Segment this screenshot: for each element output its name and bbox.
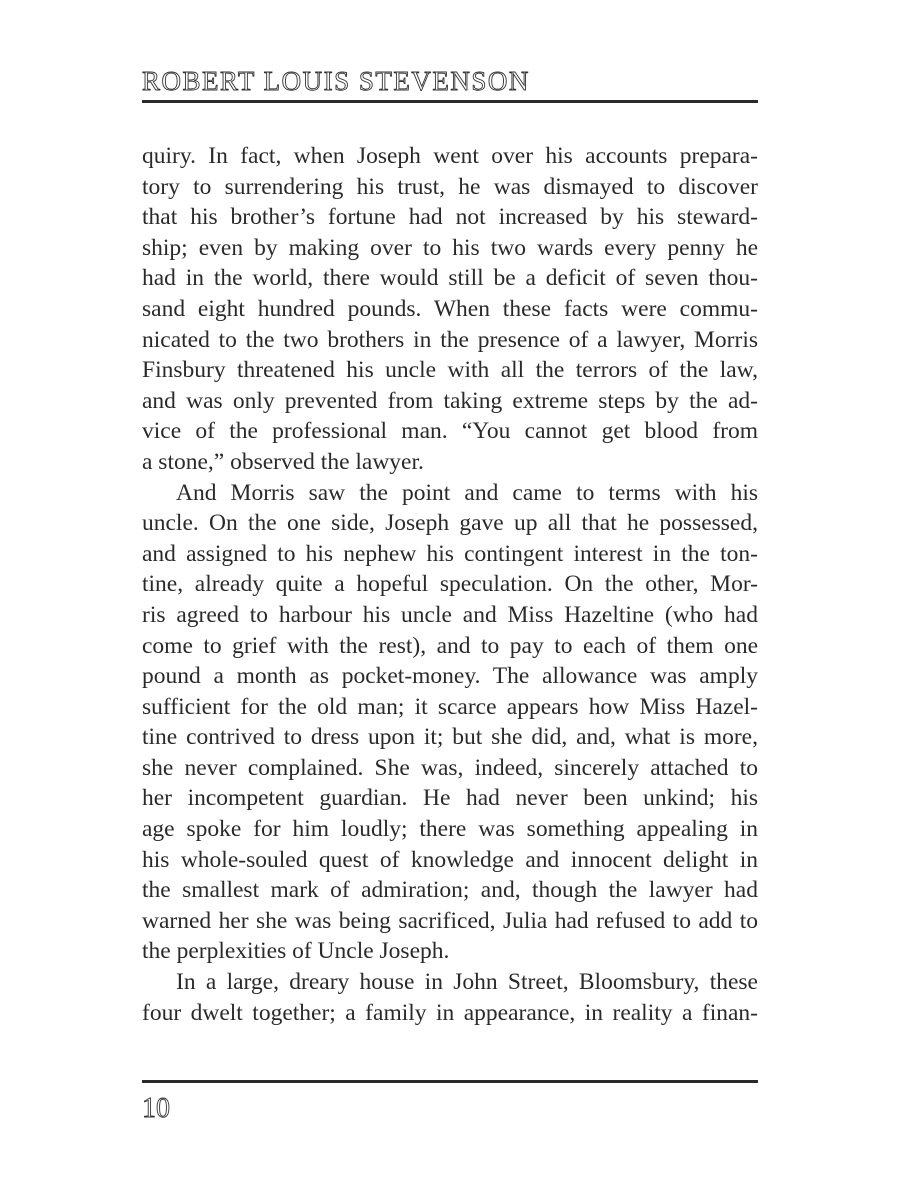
body-text — [142, 141, 758, 1028]
text-line: uncle. On the one side, Joseph gave up all that he possessed, — [142, 510, 758, 537]
text-line: and assigned to his nephew his contingent interest in the ton- — [142, 540, 758, 567]
text-line: she never complained. She was, indeed, sincerely attached to — [142, 754, 758, 781]
text-line: sufficient for the old man; it scarce appears how Miss Hazel- — [142, 693, 758, 720]
paragraph — [142, 967, 758, 1028]
text-line: and was only prevented from taking extreme steps by the ad- — [142, 387, 758, 414]
text-line: tine contrived to dress upon it; but she did, and, what is more, — [142, 724, 758, 751]
text-line: a stone,” observed the lawyer. — [142, 448, 424, 475]
text-line: four dwelt together; a family in appearance, in reality a finan- — [142, 999, 758, 1026]
text-line: pound a month as pocket-money. The allowance was amply — [142, 663, 758, 690]
paragraph — [142, 141, 758, 478]
text-line: vice of the professional man. “You cannot get blood from — [142, 418, 758, 445]
text-line: ship; even by making over to his two wards every penny he — [142, 234, 758, 261]
text-line: nicated to the two brothers in the presence of a lawyer, Morris — [142, 326, 758, 353]
text-line: tine, already quite a hopeful speculation. On the other, Mor- — [142, 571, 758, 598]
text-line: her incompetent guardian. He had never been unkind; his — [142, 785, 758, 812]
text-line: sand eight hundred pounds. When these facts were commu- — [142, 295, 758, 322]
text-line: the perplexities of Uncle Joseph. — [142, 938, 450, 965]
text-line: quiry. In fact, when Joseph went over his accounts prepara- — [142, 143, 758, 169]
page-number: 10 — [142, 1093, 170, 1124]
text-line: In a large, dreary house in John Street, Bloomsbury, these — [176, 969, 758, 996]
paragraph — [142, 478, 758, 968]
running-head-title: ROBERT LOUIS STEVENSON — [142, 66, 530, 96]
text-line: come to grief with the rest), and to pay to each of them one — [142, 632, 758, 659]
text-line: had in the world, there would still be a deficit of seven thou- — [142, 265, 758, 292]
text-line: the smallest mark of admiration; and, though the lawyer had — [142, 877, 758, 904]
text-line: ris agreed to harbour his uncle and Miss Hazeltine (who had — [142, 601, 758, 628]
text-line: tory to surrendering his trust, he was dismayed to discover — [142, 173, 758, 200]
footer-rule — [142, 1080, 758, 1083]
text-line: that his brother’s fortune had not increased by his steward- — [142, 204, 758, 231]
header-rule — [142, 100, 758, 103]
text-line: age spoke for him loudly; there was something appealing in — [142, 816, 758, 843]
text-line: Finsbury threatened his uncle with all the terrors of the law, — [142, 357, 758, 384]
text-line: his whole-souled quest of knowledge and innocent delight in — [142, 846, 758, 873]
text-line: And Morris saw the point and came to terms with his — [176, 479, 758, 506]
text-line: warned her she was being sacrificed, Julia had refused to add to — [142, 907, 758, 934]
